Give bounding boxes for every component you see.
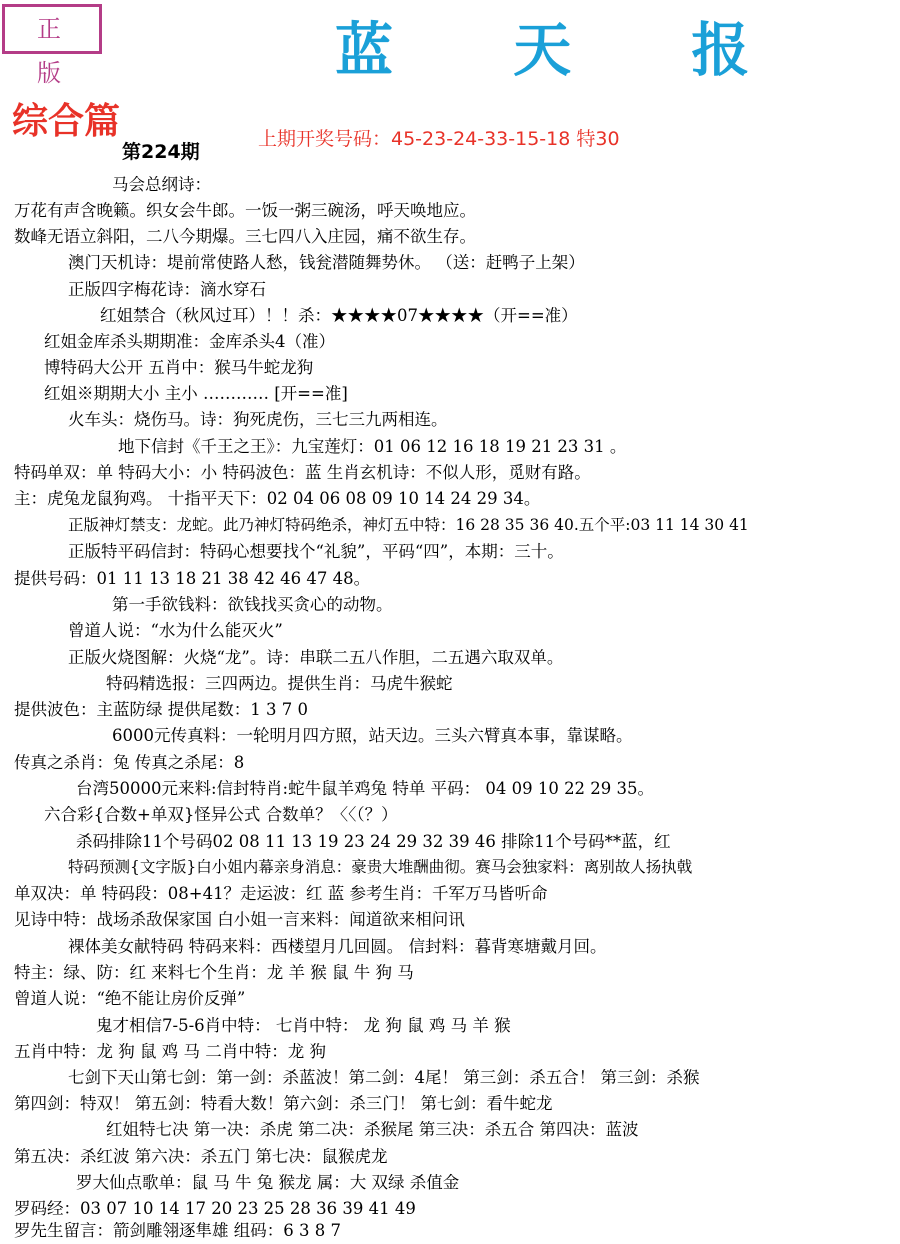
text-line: 七剑下天山第七剑：第一剑：杀蓝波！第二剑：4尾！ 第三剑：杀五合！ 第三剑：杀猴 [68, 1068, 700, 1087]
text-line: 罗码经：03 07 10 14 17 20 23 25 28 36 39 41 49 [14, 1199, 416, 1218]
text-line: 第一手欲钱料：欲钱找买贪心的动物。 [112, 595, 393, 614]
text-line: 6000元传真料：一轮明月四方照，站天边。三头六臂真本事，靠谋略。 [112, 726, 633, 745]
text-line: 特码精选报：三四两边。提供生肖：马虎牛猴蛇 [106, 674, 453, 693]
text-line: 博特码大公开 五肖中：猴马牛蛇龙狗 [44, 358, 314, 377]
text-line: 罗先生留言：箭剑雕翎逐隼雄 组码：6 3 8 7 [14, 1221, 341, 1240]
text-line: 特码单双：单 特码大小：小 特码波色：蓝 生肖玄机诗：不似人形，觅财有路。 [14, 463, 591, 482]
text-line: 马会总纲诗： [112, 175, 211, 194]
text-line: 曾道人说：“水为什么能灭火” [68, 621, 283, 640]
text-line: 罗大仙点歌单：鼠 马 牛 兔 猴龙 属：大 双绿 杀值金 [76, 1173, 460, 1192]
text-line: 地下信封《千王之王》：九宝莲灯：01 06 12 16 18 19 21 23 31 。 [118, 437, 627, 456]
text-line: 澳门天机诗：堤前常使路人愁，钱瓮潜随舞势休。 （送：赶鸭子上架） [68, 253, 585, 272]
text-line: 提供号码：01 11 13 18 21 38 42 46 47 48。 [14, 569, 371, 588]
text-line: 鬼才相信7-5-6肖中特： 七肖中特： 龙 狗 鼠 鸡 马 羊 猴 [96, 1016, 511, 1035]
newspaper-title: 蓝 天 报 [335, 16, 800, 84]
text-line: 正版神灯禁支：龙蛇。此乃神灯特码绝杀，神灯五中特：16 28 35 36 40.五个平:03 11 14 30 41 [68, 516, 749, 534]
text-line: 第四剑：特双！ 第五剑：特看大数！第六剑：杀三门！ 第七剑：看牛蛇龙 [14, 1094, 553, 1113]
text-line: 传真之杀肖：兔 传真之杀尾：8 [14, 753, 245, 772]
text-line: 六合彩{合数+单双}怪异公式 合数单？〈〈（？） [44, 805, 398, 824]
text-line: 特码预测{文字版}白小姐内幕亲身消息：豪贵大堆酬曲彻。赛马会独家料：离别故人扬执戟 [68, 858, 693, 876]
text-line: 红姐特七决 第一决：杀虎 第二决：杀猴尾 第三决：杀五合 第四决：蓝波 [106, 1120, 639, 1139]
text-line: 单双决：单 特码段：08+41？走运波：红 蓝 参考生肖：千军万马皆听命 [14, 884, 548, 903]
text-line: 主：虎兔龙鼠狗鸡。 十指平天下：02 04 06 08 09 10 14 24 29 34。 [14, 489, 541, 508]
last-draw-numbers: 上期开奖号码：45-23-24-33-15-18 特30 [258, 128, 620, 150]
text-line: 红姐禁合（秋风过耳）！！杀：★★★★07★★★★（开==准） [100, 306, 578, 325]
text-line: 红姐金库杀头期期准：金库杀头4（准） [44, 332, 335, 351]
text-line: 提供波色：主蓝防绿 提供尾数：1 3 7 0 [14, 700, 308, 719]
issue-number: 第224期 [122, 141, 200, 163]
text-line: 曾道人说：“绝不能让房价反弹” [14, 989, 246, 1008]
text-line: 第五决：杀红波 第六决：杀五门 第七决：鼠猴虎龙 [14, 1147, 388, 1166]
text-line: 特主：绿、防：红 来料七个生肖：龙 羊 猴 鼠 牛 狗 马 [14, 963, 414, 982]
text-line: 五肖中特：龙 狗 鼠 鸡 马 二肖中特：龙 狗 [14, 1042, 326, 1061]
edition-stamp: 正 版 [2, 4, 102, 54]
text-line: 正版火烧图解：火烧“龙”。诗：串联二五八作胆，二五遇六取双单。 [68, 648, 564, 667]
text-line: 台湾50000元来料:信封特肖:蛇牛鼠羊鸡兔 特单 平码： 04 09 10 22 29 35。 [76, 779, 655, 798]
text-line: 红姐※期期大小 主小 ………… [开==准] [44, 384, 348, 403]
text-line: 见诗中特：战场杀敌保家国 白小姐一言来料：闻道欲来相问讯 [14, 910, 465, 929]
text-line: 正版特平码信封：特码心想要找个“礼貌”，平码“四”，本期：三十。 [68, 542, 564, 561]
text-line: 正版四字梅花诗：滴水穿石 [68, 280, 266, 299]
text-line: 火车头：烧伤马。诗：狗死虎伤，三七三九两相连。 [68, 410, 448, 429]
text-line: 万花有声含晚籁。织女会牛郎。一饭一粥三碗汤，呼天唤地应。 [14, 201, 476, 220]
section-heading: 综合篇 [12, 100, 121, 142]
text-line: 数峰无语立斜阳，二八今期爆。三七四八入庄园，痛不欲生存。 [14, 227, 476, 246]
text-line: 杀码排除11个号码02 08 11 13 19 23 24 29 32 39 46 排除11个号码**蓝，红 [76, 832, 671, 851]
text-line: 裸体美女献特码 特码来料：西楼望月几回圆。 信封料：暮背寒塘戴月回。 [68, 937, 607, 956]
